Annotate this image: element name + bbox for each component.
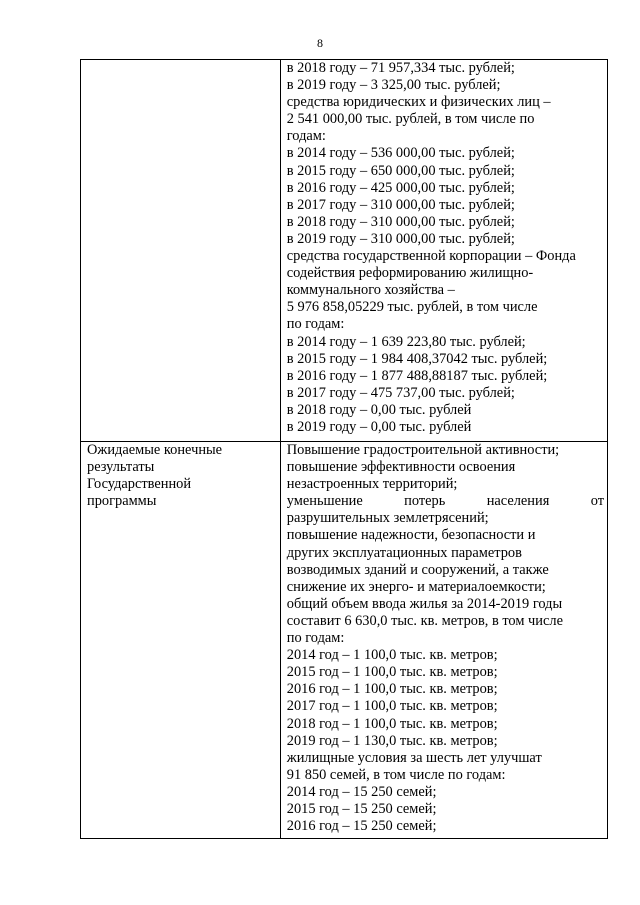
text-line: снижение их энерго- и материалоемкости; <box>286 578 546 595</box>
text-line: составит 6 630,0 тыс. кв. метров, в том числе <box>286 612 563 629</box>
text-line: разрушительных землетрясений; <box>286 510 489 527</box>
text-line: в 2015 году – 650 000,00 тыс. рублей; <box>286 162 515 179</box>
word: населения <box>486 493 550 510</box>
text-line: 5 976 858,05229 тыс. рублей, в том числе <box>286 299 538 316</box>
word: потерь <box>404 493 446 510</box>
text-line: в 2019 году – 3 325,00 тыс. рублей; <box>286 77 501 94</box>
word: от <box>590 493 604 510</box>
text-line: в 2018 году – 71 957,334 тыс. рублей; <box>286 60 515 76</box>
text-line: в 2014 году – 1 639 223,80 тыс. рублей; <box>286 333 526 350</box>
table-row-expected-results <box>81 442 608 839</box>
text-line: средства юридических и физических лиц – <box>286 94 551 111</box>
text-line: других эксплуатационных параметров <box>286 544 522 561</box>
text-line: повышение надежности, безопасности и <box>286 527 536 544</box>
row-label-cell <box>81 60 281 442</box>
text-line: в 2019 году – 310 000,00 тыс. рублей; <box>286 230 515 247</box>
text-line: программы <box>87 493 157 510</box>
text-line: Повышение градостроительной активности; <box>286 442 560 458</box>
text-line: коммунального хозяйства – <box>286 282 455 299</box>
text-line: 2015 год – 1 100,0 тыс. кв. метров; <box>286 664 498 681</box>
row-content-cell <box>280 442 607 839</box>
text-line: годам: <box>286 128 326 145</box>
text-line: общий объем ввода жилья за 2014-2019 годы <box>286 595 563 612</box>
row-label-cell <box>81 442 281 839</box>
text-line: в 2015 году – 1 984 408,37042 тыс. рублей; <box>286 350 548 367</box>
text-line: в 2018 году – 310 000,00 тыс. рублей; <box>286 213 515 230</box>
text-line: по годам: <box>286 630 345 647</box>
text-line: 2014 год – 15 250 семей; <box>286 783 437 800</box>
text-line: Государственной <box>87 476 192 493</box>
text-line: жилищные условия за шесть лет улучшат <box>286 749 542 766</box>
text-line: в 2019 году – 0,00 тыс. рублей <box>286 418 472 435</box>
text-line: в 2017 году – 475 737,00 тыс. рублей; <box>286 384 515 401</box>
text-line: 2015 год – 15 250 семей; <box>286 800 437 817</box>
text-line: содействия реформированию жилищно- <box>286 265 534 282</box>
table-row-financing <box>81 60 608 442</box>
text-line: возводимых зданий и сооружений, а также <box>286 561 549 578</box>
text-line: 91 850 семей, в том числе по годам: <box>286 766 506 783</box>
text-line: результаты <box>87 459 155 476</box>
text-line: в 2014 году – 536 000,00 тыс. рублей; <box>286 145 515 162</box>
text-line: 2019 год – 1 130,0 тыс. кв. метров; <box>286 732 498 749</box>
word: уменьшение <box>286 493 363 510</box>
text-line: 2016 год – 15 250 семей; <box>286 818 437 835</box>
text-line: 2017 год – 1 100,0 тыс. кв. метров; <box>286 698 498 715</box>
program-passport-table <box>80 59 608 839</box>
text-line: повышение эффективности освоения <box>286 459 516 476</box>
row-content-cell <box>280 60 607 442</box>
text-line: 2018 год – 1 100,0 тыс. кв. метров; <box>286 715 498 732</box>
text-line: в 2017 году – 310 000,00 тыс. рублей; <box>286 196 515 213</box>
text-line: Ожидаемые конечные <box>87 442 223 458</box>
text-line: в 2016 году – 425 000,00 тыс. рублей; <box>286 179 515 196</box>
text-line: незастроенных территорий; <box>286 476 458 493</box>
text-line: 2014 год – 1 100,0 тыс. кв. метров; <box>286 647 498 664</box>
text-line: средства государственной корпорации – Фонда <box>286 248 576 265</box>
text-line: в 2016 году – 1 877 488,88187 тыс. рублей; <box>286 367 548 384</box>
page-number: 8 <box>317 36 323 50</box>
text-line: по годам: <box>286 316 345 333</box>
text-line <box>287 493 604 510</box>
text-line: 2 541 000,00 тыс. рублей, в том числе по <box>286 111 535 128</box>
text-line: в 2018 году – 0,00 тыс. рублей <box>286 401 472 418</box>
text-line: 2016 год – 1 100,0 тыс. кв. метров; <box>286 681 498 698</box>
